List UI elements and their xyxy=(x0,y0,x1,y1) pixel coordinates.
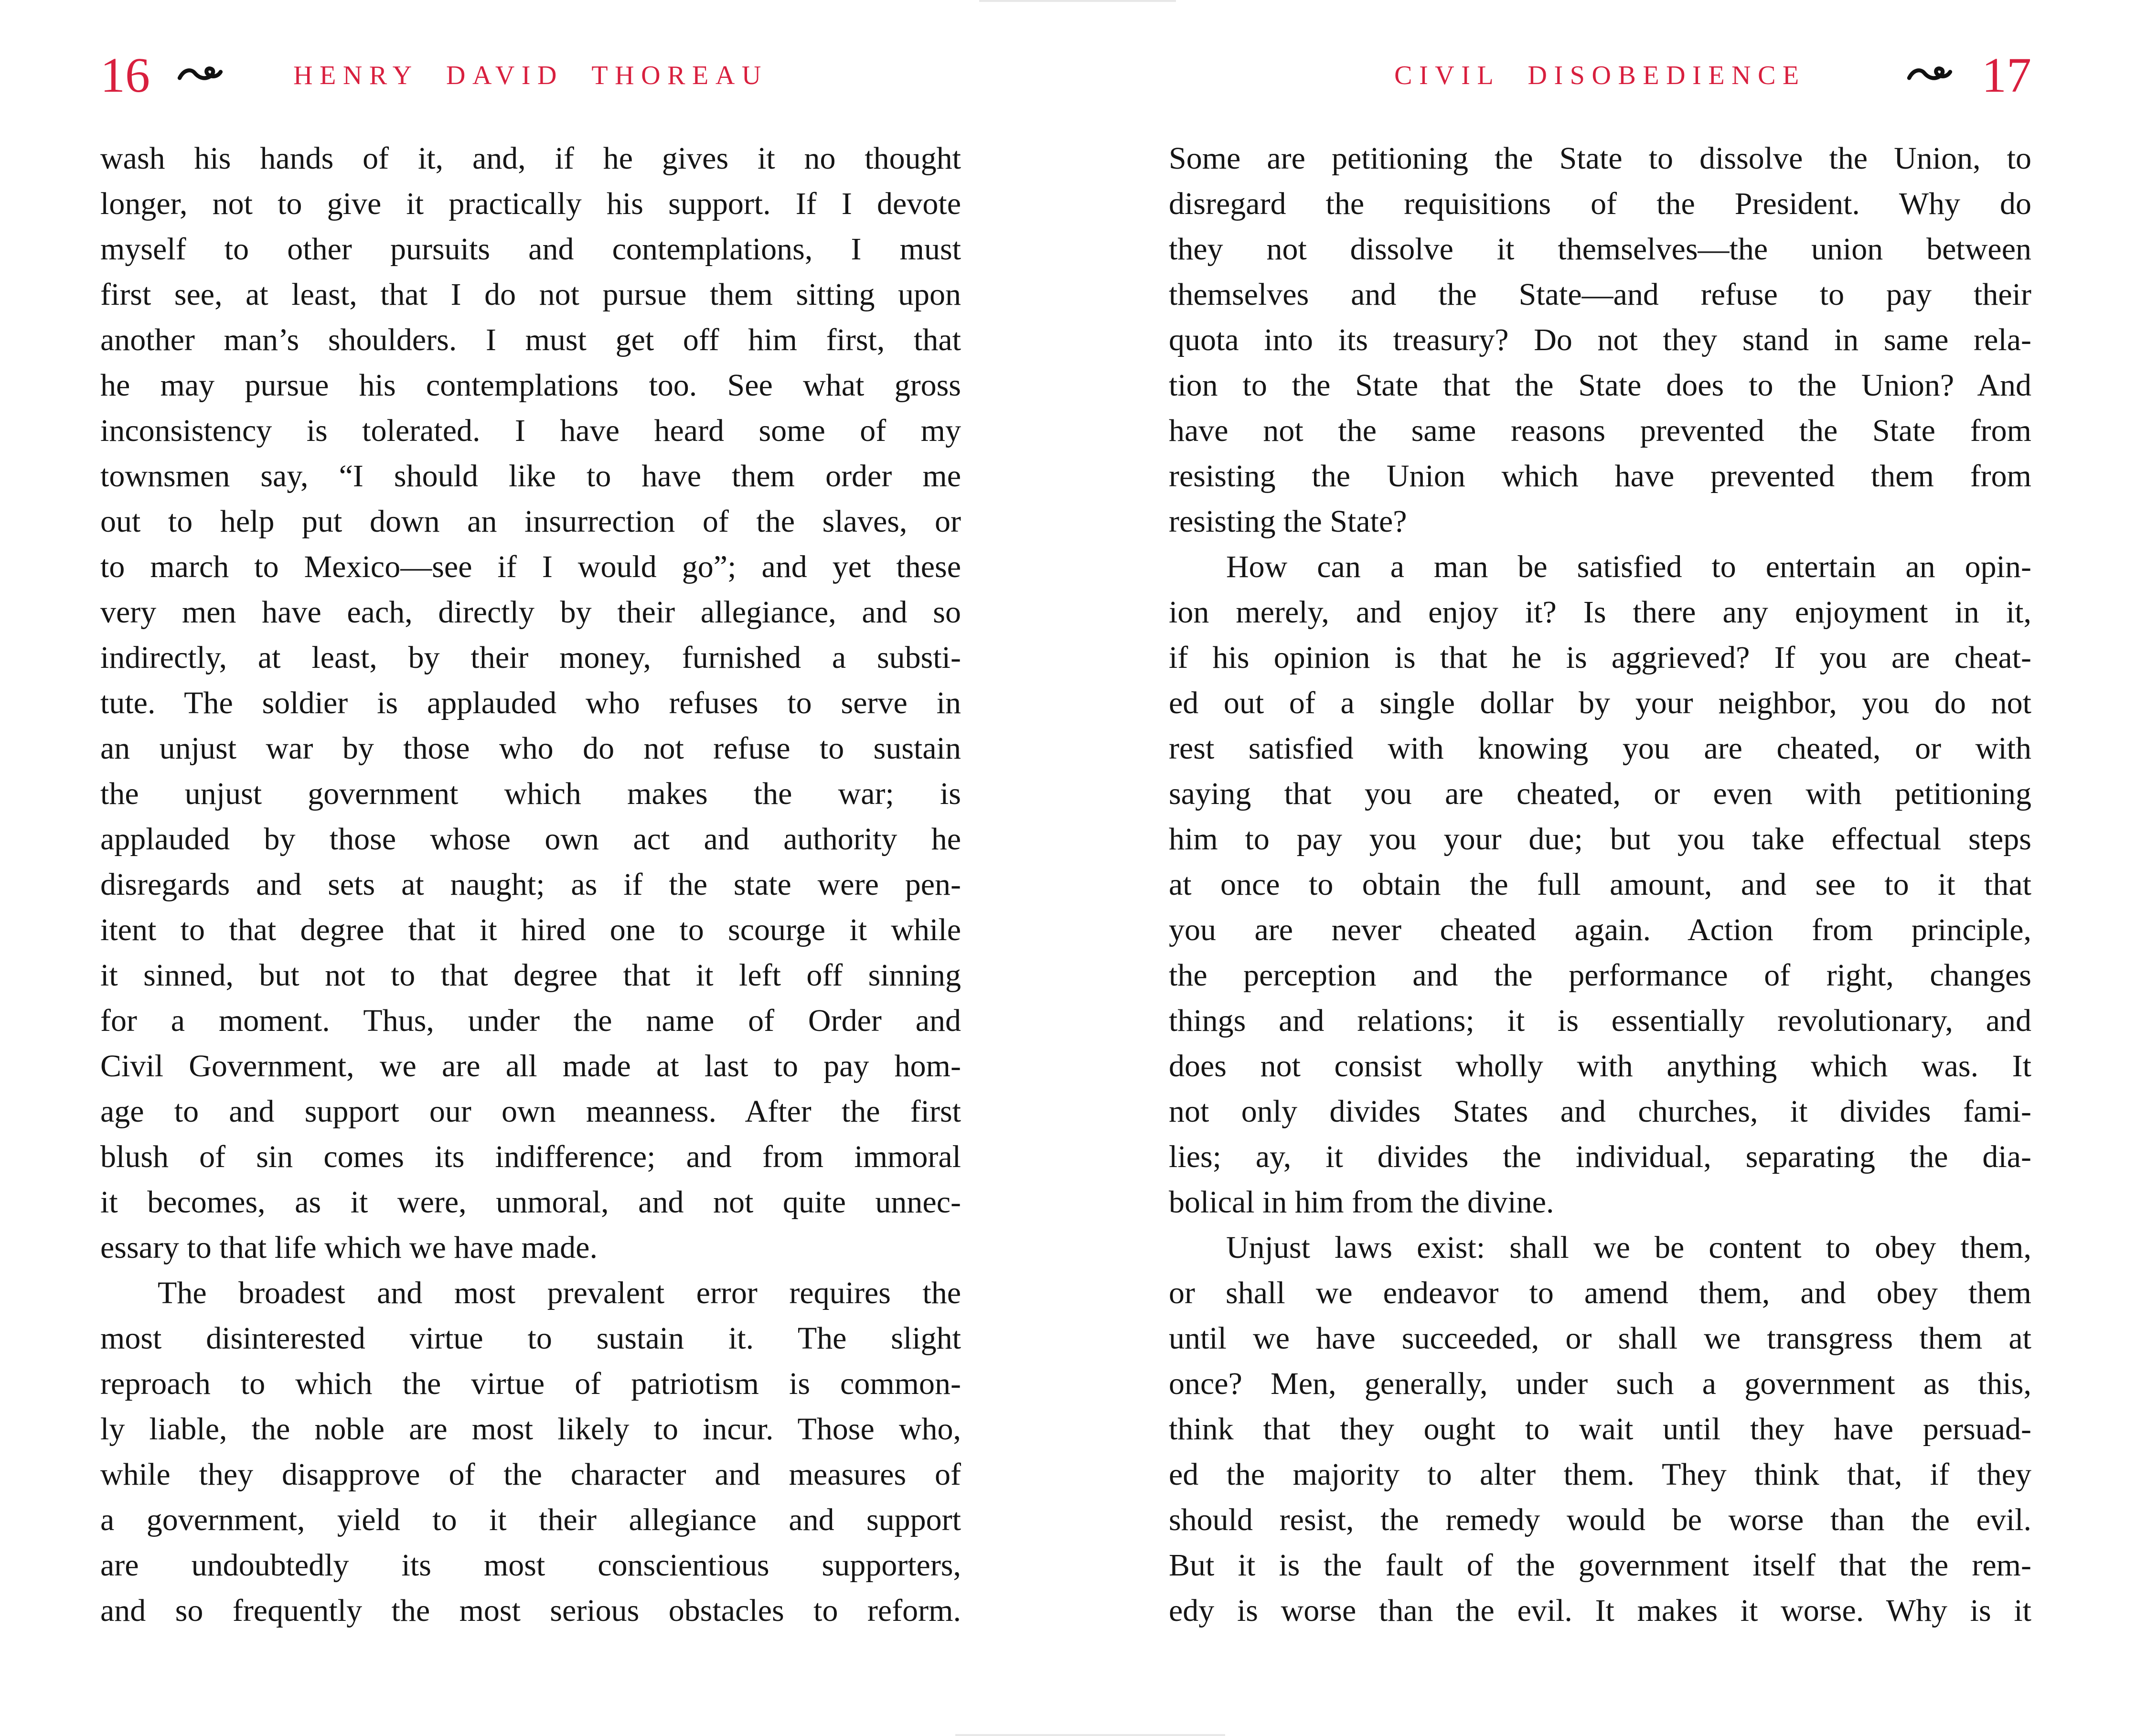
text-line: not only divides States and churches, it divides fami- xyxy=(1169,1094,2031,1129)
text-line: or shall we endeavor to amend them, and obey them xyxy=(1169,1275,2031,1310)
text-line: for a moment. Thus, under the name of Order and xyxy=(100,1003,961,1038)
text-line: ly liable, the noble are most likely to incur. Those who, xyxy=(100,1412,961,1447)
text-line: an unjust war by those who do not refuse to sustain xyxy=(100,731,961,766)
text-line: he may pursue his contemplations too. See what gross xyxy=(100,368,961,403)
text-line: first see, at least, that I do not pursue them sitting upon xyxy=(100,277,961,312)
text-line: Civil Government, we are all made at last to pay hom- xyxy=(100,1049,961,1083)
text-line: lies; ay, it divides the individual, separating the dia- xyxy=(1169,1139,2031,1174)
running-title-left: HENRY DAVID THOREAU xyxy=(293,61,768,90)
text-line: if his opinion is that he is aggrieved? If you are cheat- xyxy=(1169,640,2031,675)
text-line: until we have succeeded, or shall we transgress them at xyxy=(1169,1321,2031,1356)
swash-ornament-icon xyxy=(1906,62,1953,89)
text-line: quota into its treasury? Do not they stand in same rela- xyxy=(1169,322,2031,357)
text-line: things and relations; it is essentially revolutionary, and xyxy=(1169,1003,2031,1038)
swash-ornament-icon xyxy=(177,62,224,89)
text-line: tion to the State that the State does to the Union? And xyxy=(1169,368,2031,403)
page-number-left: 16 xyxy=(100,48,150,103)
text-line: have not the same reasons prevented the State from xyxy=(1169,413,2031,448)
running-title-right: CIVIL DISOBEDIENCE xyxy=(1394,61,1806,90)
page-left xyxy=(100,0,961,1633)
text-line: Some are petitioning the State to dissolve the Union, to xyxy=(1169,141,2031,176)
text-line: applauded by those whose own act and authority he xyxy=(100,822,961,857)
text-line: and so frequently the most serious obstacles to reform. xyxy=(100,1593,961,1628)
running-head-right xyxy=(1169,48,2031,103)
text-line: disregard the requisitions of the President. Why do xyxy=(1169,186,2031,221)
page-edge-artifact-top xyxy=(979,0,1176,2)
text-line: most disinterested virtue to sustain it. The slight xyxy=(100,1321,961,1356)
body-text-left xyxy=(100,136,961,1633)
text-line: But it is the fault of the government itself that the rem- xyxy=(1169,1548,2031,1583)
running-head-left xyxy=(100,48,961,103)
text-line: a government, yield to it their allegiance and support xyxy=(100,1502,961,1537)
text-line: edy is worse than the evil. It makes it worse. Why is it xyxy=(1169,1593,2031,1628)
page-right xyxy=(1169,0,2031,1633)
text-line: myself to other pursuits and contemplations, I must xyxy=(100,232,961,267)
text-line: themselves and the State—and refuse to pay their xyxy=(1169,277,2031,312)
text-line: rest satisfied with knowing you are cheated, or with xyxy=(1169,731,2031,766)
text-line: you are never cheated again. Action from principle, xyxy=(1169,912,2031,947)
text-line: Unjust laws exist: shall we be content to obey them, xyxy=(1226,1230,2031,1265)
text-line: age to and support our own meanness. After the first xyxy=(100,1094,961,1129)
text-line: ed the majority to alter them. They think that, if they xyxy=(1169,1457,2031,1492)
text-line: it sinned, but not to that degree that it left off sinning xyxy=(100,958,961,993)
text-line: the unjust government which makes the war; is xyxy=(100,776,961,811)
text-line: the perception and the performance of right, changes xyxy=(1169,958,2031,993)
text-line: are undoubtedly its most conscientious supporters, xyxy=(100,1548,961,1583)
text-line: it becomes, as it were, unmoral, and not quite unnec- xyxy=(100,1185,961,1220)
text-line: to march to Mexico—see if I would go”; and yet these xyxy=(100,549,961,584)
text-line: another man’s shoulders. I must get off him first, that xyxy=(100,322,961,357)
text-line: essary to that life which we have made. xyxy=(100,1230,598,1265)
text-line: tute. The soldier is applauded who refuses to serve in xyxy=(100,686,961,720)
text-line: How can a man be satisfied to entertain an opin- xyxy=(1226,549,2031,584)
text-line: out to help put down an insurrection of the slaves, or xyxy=(100,504,961,539)
text-line: does not consist wholly with anything which was. It xyxy=(1169,1049,2031,1083)
text-line: indirectly, at least, by their money, furnished a substi- xyxy=(100,640,961,675)
text-line: saying that you are cheated, or even with petitioning xyxy=(1169,776,2031,811)
text-line: inconsistency is tolerated. I have heard some of my xyxy=(100,413,961,448)
text-line: ion merely, and enjoy it? Is there any enjoyment in it, xyxy=(1169,595,2031,630)
text-line: very men have each, directly by their allegiance, and so xyxy=(100,595,961,630)
page-edge-artifact-bottom xyxy=(955,1734,1225,1736)
text-line: while they disapprove of the character and measures of xyxy=(100,1457,961,1492)
text-line: townsmen say, “I should like to have them order me xyxy=(100,459,961,493)
text-line: once? Men, generally, under such a government as this, xyxy=(1169,1366,2031,1401)
text-line: ed out of a single dollar by your neighbor, you do not xyxy=(1169,686,2031,720)
text-line: The broadest and most prevalent error requires the xyxy=(158,1275,961,1310)
text-line: they not dissolve it themselves—the union between xyxy=(1169,232,2031,267)
text-line: longer, not to give it practically his support. If I devote xyxy=(100,186,961,221)
text-line: bolical in him from the divine. xyxy=(1169,1185,1554,1220)
body-text-right xyxy=(1169,136,2031,1633)
text-line: itent to that degree that it hired one to scourge it while xyxy=(100,912,961,947)
text-line: him to pay you your due; but you take effectual steps xyxy=(1169,822,2031,857)
text-line: think that they ought to wait until they have persuad- xyxy=(1169,1412,2031,1447)
text-line: resisting the State? xyxy=(1169,504,1407,539)
page-number-right: 17 xyxy=(1982,48,2031,103)
text-line: disregards and sets at naught; as if the state were pen- xyxy=(100,867,961,902)
text-line: at once to obtain the full amount, and see to it that xyxy=(1169,867,2031,902)
text-line: wash his hands of it, and, if he gives it no thought xyxy=(100,141,961,176)
text-line: should resist, the remedy would be worse than the evil. xyxy=(1169,1502,2031,1537)
text-line: resisting the Union which have prevented them from xyxy=(1169,459,2031,493)
text-line: reproach to which the virtue of patriotism is common- xyxy=(100,1366,961,1401)
text-line: blush of sin comes its indifference; and from immoral xyxy=(100,1139,961,1174)
